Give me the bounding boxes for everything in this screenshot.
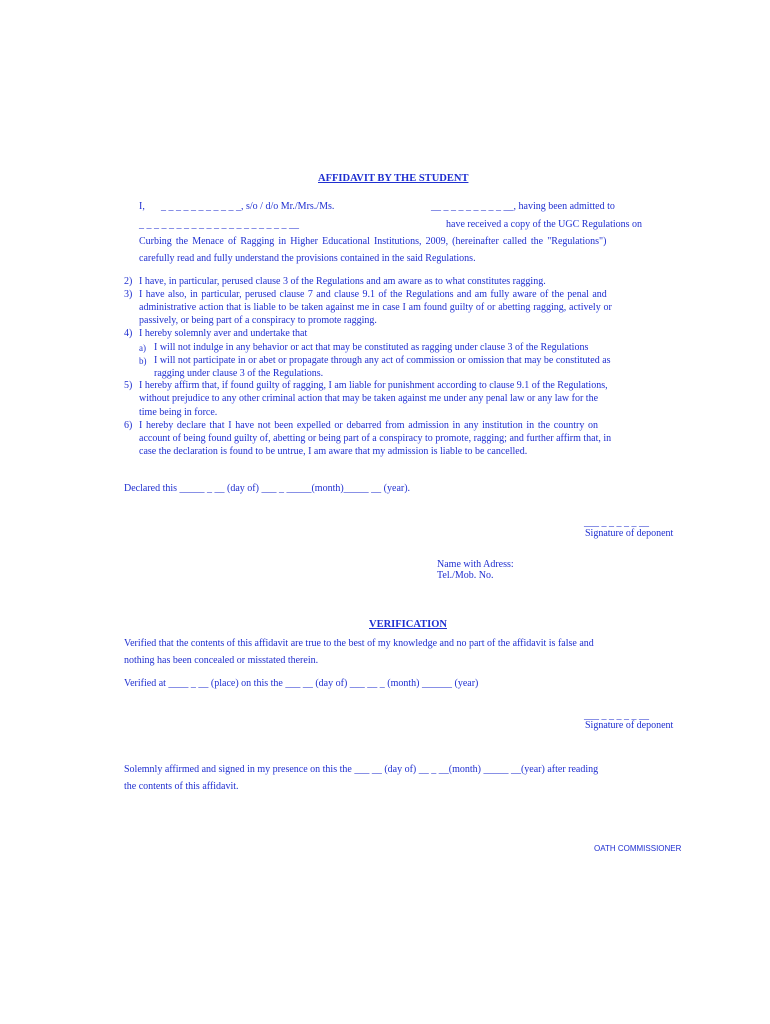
intro-line-2-blank: _ _ _ _ _ _ _ _ _ _ _ _ _ _ _ _ _ _ _ _ __: [139, 219, 299, 230]
list-item-line: account of being found guilty of, abetting or being part of a conspiracy to promote, ragging; and further affirm that, in: [139, 433, 612, 444]
intro-line-1-end: __ _ _ _ _ _ _ _ _ __, having been admitted to: [431, 201, 615, 212]
list-item-number: 5): [124, 380, 133, 391]
list-item-line: I hereby solemnly aver and undertake that: [139, 328, 308, 339]
list-subitem-line: ragging under clause 3 of the Regulations.: [154, 368, 324, 379]
list-item-line: I have, in particular, perused clause 3 of the Regulations and am aware as to what constitutes ragging.: [139, 276, 546, 287]
list-item-number: 2): [124, 276, 133, 287]
solemnly-affirmed-line-2: the contents of this affidavit.: [124, 781, 239, 792]
list-subitem-line: I will not participate in or abet or propagate through any act of commission or omission that may be constituted as: [154, 355, 611, 366]
list-item-line: I hereby declare that I have not been expelled or debarred from admission in any institution in the country on: [139, 420, 599, 431]
list-item-line: I hereby affirm that, if found guilty of ragging, I am liable for punishment according to clause 9.1 of the Regulations,: [139, 380, 608, 391]
verified-at-line: Verified at ____ _ __ (place) on this the ___ __ (day of) ___ __ _ (month) ______ (year): [124, 678, 479, 689]
list-subitem-letter: b): [139, 356, 147, 366]
oath-commissioner-label: OATH COMMISSIONER: [594, 844, 682, 853]
verification-line-1: Verified that the contents of this affidavit are true to the best of my knowledge and no part of the affidavit is false and: [124, 638, 594, 649]
list-item-line: case the declaration is found to be untrue, I am aware that my admission is liable to be cancelled.: [139, 446, 528, 457]
verification-line-2: nothing has been concealed or misstated therein.: [124, 655, 319, 666]
intro-line-3: Curbing the Menace of Ragging in Higher Educational Institutions, 2009, (hereinafter called the "Regulations"): [139, 236, 607, 247]
list-item-line: I have also, in particular, perused clause 7 and clause 9.1 of the Regulations and am fully aware of the penal and: [139, 289, 607, 300]
list-subitem-letter: a): [139, 343, 146, 353]
signature-of-deponent-label: Signature of deponent: [585, 528, 674, 539]
list-subitem-line: I will not indulge in any behavior or act that may be constituted as ragging under clause 3 of the Regulations: [154, 342, 589, 353]
list-item-number: 6): [124, 420, 133, 431]
list-item-line: administrative action that is liable to be taken against me in case I am found guilty of or abetting ragging, actively or: [139, 302, 612, 313]
intro-line-4: carefully read and fully understand the provisions contained in the said Regulations.: [139, 253, 476, 264]
intro-line-1-start: I,: [139, 201, 145, 212]
signature-blank: ___ _ _ _ _ _ __: [584, 710, 649, 721]
list-item-line: time being in force.: [139, 407, 218, 418]
list-item-number: 3): [124, 289, 133, 300]
declared-line: Declared this _____ _ __ (day of) ___ _ _____(month)_____ __ (year).: [124, 483, 411, 494]
signature-of-deponent-label: Signature of deponent: [585, 720, 674, 731]
intro-line-1-middle: _ _ _ _ _ _ _ _ _ _ _, s/o / d/o Mr./Mrs./Ms.: [161, 201, 335, 212]
affidavit-title: AFFIDAVIT BY THE STUDENT: [318, 173, 469, 184]
list-item-line: without prejudice to any other criminal action that may be taken against me under any penal law or any law for the: [139, 393, 599, 404]
name-with-address-label: Name with Adress:: [437, 559, 514, 570]
signature-blank: ___ _ _ _ _ _ __: [584, 517, 649, 528]
list-item-line: passively, or being part of a conspiracy to promote ragging.: [139, 315, 377, 326]
solemnly-affirmed-line-1: Solemnly affirmed and signed in my presence on this the ___ __ (day of) __ _ __(month) _____ __(year) after reading: [124, 764, 599, 775]
verification-title: VERIFICATION: [369, 619, 447, 630]
list-item-number: 4): [124, 328, 133, 339]
tel-mob-label: Tel./Mob. No.: [437, 570, 494, 581]
intro-line-2-text: have received a copy of the UGC Regulations on: [446, 219, 643, 230]
